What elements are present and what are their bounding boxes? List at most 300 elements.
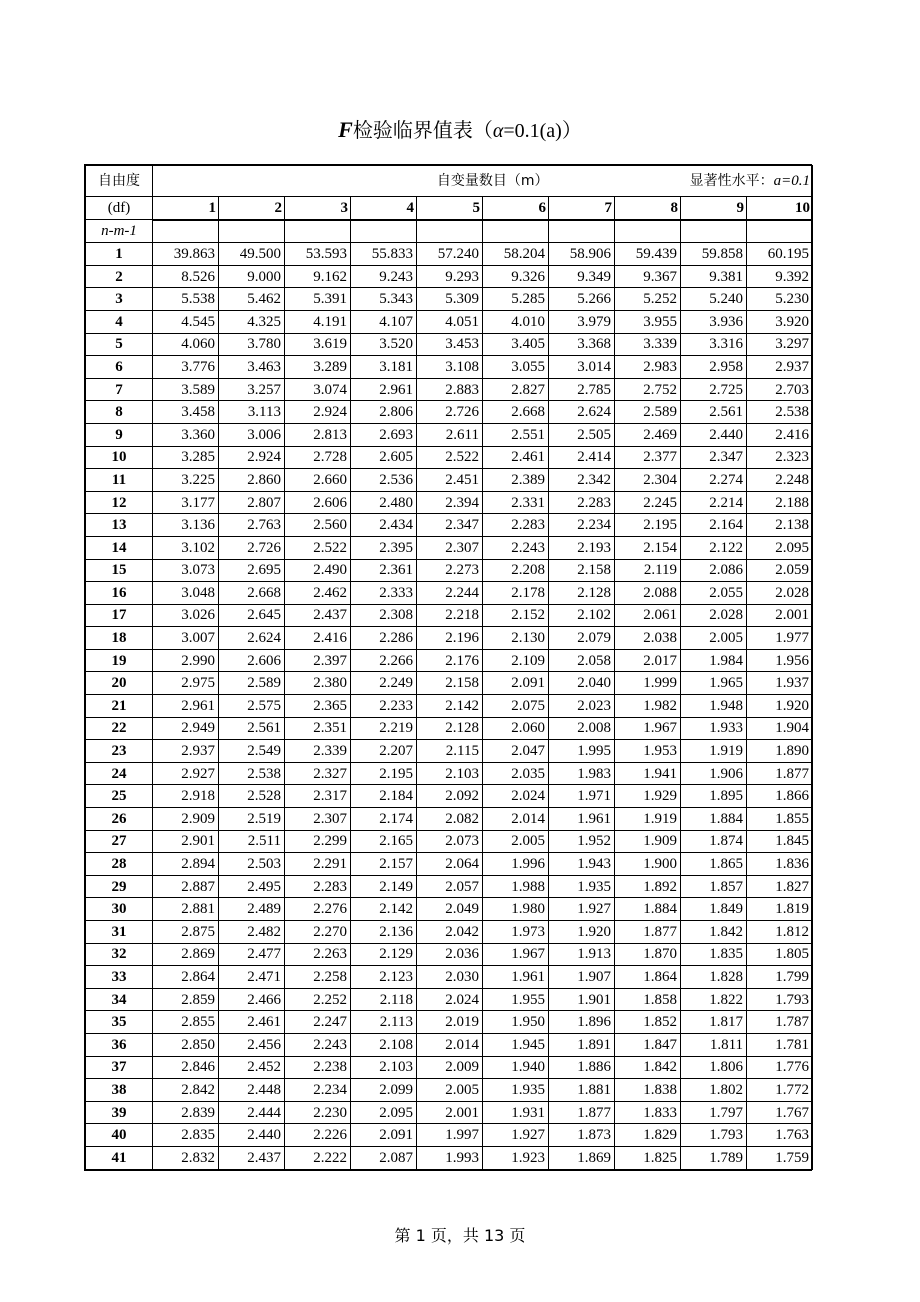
value-cell: 2.008 <box>549 717 615 740</box>
header-row-1 <box>86 166 813 197</box>
value-cell: 2.129 <box>351 943 417 966</box>
value-cell: 2.154 <box>615 536 681 559</box>
value-cell: 2.511 <box>219 830 285 853</box>
value-cell: 2.918 <box>153 785 219 808</box>
table-row <box>86 740 813 763</box>
value-cell: 1.895 <box>681 785 747 808</box>
value-cell: 2.244 <box>417 582 483 605</box>
value-cell: 3.102 <box>153 536 219 559</box>
value-cell: 2.538 <box>219 762 285 785</box>
value-cell: 1.827 <box>747 875 813 898</box>
value-cell: 58.204 <box>483 243 549 266</box>
value-cell: 2.347 <box>417 514 483 537</box>
value-cell: 2.178 <box>483 582 549 605</box>
row-df: 16 <box>86 582 153 605</box>
value-cell: 9.000 <box>219 265 285 288</box>
value-cell: 1.913 <box>549 943 615 966</box>
value-cell: 3.055 <box>483 356 549 379</box>
value-cell: 2.528 <box>219 785 285 808</box>
value-cell: 2.193 <box>549 536 615 559</box>
value-cell: 2.030 <box>417 966 483 989</box>
value-cell: 1.842 <box>681 921 747 944</box>
value-cell: 3.257 <box>219 378 285 401</box>
row-df: 5 <box>86 333 153 356</box>
value-cell: 2.243 <box>285 1033 351 1056</box>
value-cell: 2.589 <box>615 401 681 424</box>
value-cell: 1.948 <box>681 695 747 718</box>
value-cell: 3.136 <box>153 514 219 537</box>
row-df: 20 <box>86 672 153 695</box>
row-df: 32 <box>86 943 153 966</box>
significance-value: a=0.1 <box>773 173 811 189</box>
value-cell: 2.073 <box>417 830 483 853</box>
value-cell: 2.909 <box>153 808 219 831</box>
value-cell: 2.365 <box>285 695 351 718</box>
value-cell: 2.208 <box>483 559 549 582</box>
value-cell: 2.503 <box>219 853 285 876</box>
value-cell: 1.799 <box>747 966 813 989</box>
row-df: 14 <box>86 536 153 559</box>
value-cell: 2.109 <box>483 649 549 672</box>
value-cell: 3.074 <box>285 378 351 401</box>
value-cell: 2.091 <box>351 1124 417 1147</box>
value-cell: 3.225 <box>153 469 219 492</box>
row-df: 31 <box>86 921 153 944</box>
row-df: 4 <box>86 310 153 333</box>
value-cell: 2.128 <box>549 582 615 605</box>
value-cell: 2.456 <box>219 1033 285 1056</box>
value-cell: 2.184 <box>351 785 417 808</box>
value-cell: 2.019 <box>417 1011 483 1034</box>
value-cell: 1.865 <box>681 853 747 876</box>
value-cell: 9.162 <box>285 265 351 288</box>
value-cell: 2.047 <box>483 740 549 763</box>
value-cell: 1.877 <box>549 1101 615 1124</box>
value-cell: 1.877 <box>747 762 813 785</box>
row-df: 11 <box>86 469 153 492</box>
value-cell: 2.115 <box>417 740 483 763</box>
value-cell: 2.157 <box>351 853 417 876</box>
table-row <box>86 514 813 537</box>
value-cell: 2.023 <box>549 695 615 718</box>
value-cell: 2.086 <box>681 559 747 582</box>
value-cell: 2.286 <box>351 627 417 650</box>
value-cell: 1.935 <box>483 1079 549 1102</box>
value-cell: 2.024 <box>483 785 549 808</box>
value-cell: 2.471 <box>219 966 285 989</box>
table-row <box>86 446 813 469</box>
value-cell: 2.323 <box>747 446 813 469</box>
value-cell: 2.014 <box>483 808 549 831</box>
value-cell: 3.177 <box>153 491 219 514</box>
value-cell: 1.971 <box>549 785 615 808</box>
value-cell: 2.040 <box>549 672 615 695</box>
value-cell: 3.360 <box>153 423 219 446</box>
value-cell: 9.293 <box>417 265 483 288</box>
value-cell: 2.055 <box>681 582 747 605</box>
value-cell: 1.781 <box>747 1033 813 1056</box>
value-cell: 2.247 <box>285 1011 351 1034</box>
value-cell: 4.325 <box>219 310 285 333</box>
value-cell: 2.522 <box>417 446 483 469</box>
value-cell: 2.082 <box>417 808 483 831</box>
table-row <box>86 762 813 785</box>
value-cell: 2.075 <box>483 695 549 718</box>
value-cell: 1.797 <box>681 1101 747 1124</box>
value-cell: 2.561 <box>219 717 285 740</box>
value-cell: 2.924 <box>285 401 351 424</box>
value-cell: 1.817 <box>681 1011 747 1034</box>
value-cell: 1.829 <box>615 1124 681 1147</box>
table-row <box>86 401 813 424</box>
value-cell: 1.919 <box>681 740 747 763</box>
value-cell: 2.380 <box>285 672 351 695</box>
value-cell: 2.092 <box>417 785 483 808</box>
value-cell: 2.061 <box>615 604 681 627</box>
value-cell: 2.351 <box>285 717 351 740</box>
value-cell: 2.304 <box>615 469 681 492</box>
value-cell: 2.035 <box>483 762 549 785</box>
value-cell: 1.858 <box>615 988 681 1011</box>
value-cell: 2.869 <box>153 943 219 966</box>
value-cell: 1.802 <box>681 1079 747 1102</box>
value-cell: 1.759 <box>747 1146 813 1169</box>
title-f: F <box>338 117 353 142</box>
value-cell: 2.807 <box>219 491 285 514</box>
value-cell: 1.956 <box>747 649 813 672</box>
table-row <box>86 1146 813 1169</box>
value-cell: 3.113 <box>219 401 285 424</box>
value-cell: 2.519 <box>219 808 285 831</box>
value-cell: 1.909 <box>615 830 681 853</box>
row-df: 24 <box>86 762 153 785</box>
value-cell: 2.560 <box>285 514 351 537</box>
table-row <box>86 582 813 605</box>
value-cell: 2.505 <box>549 423 615 446</box>
table-row <box>86 627 813 650</box>
value-cell: 1.763 <box>747 1124 813 1147</box>
value-cell: 2.233 <box>351 695 417 718</box>
value-cell: 39.863 <box>153 243 219 266</box>
value-cell: 2.606 <box>285 491 351 514</box>
value-cell: 2.248 <box>747 469 813 492</box>
value-cell: 2.461 <box>483 446 549 469</box>
value-cell: 2.036 <box>417 943 483 966</box>
value-cell: 5.309 <box>417 288 483 311</box>
value-cell: 1.855 <box>747 808 813 831</box>
value-cell: 2.728 <box>285 446 351 469</box>
value-cell: 2.266 <box>351 649 417 672</box>
value-cell: 1.980 <box>483 898 549 921</box>
value-cell: 2.103 <box>417 762 483 785</box>
value-cell: 3.920 <box>747 310 813 333</box>
value-cell: 3.297 <box>747 333 813 356</box>
value-cell: 1.833 <box>615 1101 681 1124</box>
value-cell: 2.307 <box>285 808 351 831</box>
value-cell: 2.850 <box>153 1033 219 1056</box>
value-cell: 2.291 <box>285 853 351 876</box>
value-cell: 4.060 <box>153 333 219 356</box>
value-cell: 3.520 <box>351 333 417 356</box>
table-row <box>86 672 813 695</box>
value-cell: 2.339 <box>285 740 351 763</box>
value-cell: 1.943 <box>549 853 615 876</box>
row-df: 2 <box>86 265 153 288</box>
table-row <box>86 1079 813 1102</box>
value-cell: 2.207 <box>351 740 417 763</box>
value-cell: 1.950 <box>483 1011 549 1034</box>
value-cell: 1.793 <box>747 988 813 1011</box>
blank-cell <box>417 220 483 243</box>
value-cell: 2.536 <box>351 469 417 492</box>
value-cell: 2.983 <box>615 356 681 379</box>
value-cell: 2.088 <box>615 582 681 605</box>
value-cell: 2.846 <box>153 1056 219 1079</box>
value-cell: 1.953 <box>615 740 681 763</box>
value-cell: 1.901 <box>549 988 615 1011</box>
table-row <box>86 1033 813 1056</box>
value-cell: 2.283 <box>285 875 351 898</box>
value-cell: 3.453 <box>417 333 483 356</box>
value-cell: 2.028 <box>747 582 813 605</box>
var-count-label: 自变量数目（m） <box>153 166 549 197</box>
row-df: 25 <box>86 785 153 808</box>
table-row <box>86 356 813 379</box>
table-row <box>86 785 813 808</box>
table-row <box>86 943 813 966</box>
value-cell: 3.014 <box>549 356 615 379</box>
value-cell: 1.937 <box>747 672 813 695</box>
blank-cell <box>681 220 747 243</box>
blank-cell <box>483 220 549 243</box>
value-cell: 1.988 <box>483 875 549 898</box>
value-cell: 5.462 <box>219 288 285 311</box>
value-cell: 1.993 <box>417 1146 483 1169</box>
value-cell: 1.835 <box>681 943 747 966</box>
value-cell: 2.165 <box>351 830 417 853</box>
page-title <box>0 114 920 143</box>
table-row <box>86 898 813 921</box>
value-cell: 2.489 <box>219 898 285 921</box>
row-df: 8 <box>86 401 153 424</box>
row-df: 35 <box>86 1011 153 1034</box>
value-cell: 2.522 <box>285 536 351 559</box>
value-cell: 2.469 <box>615 423 681 446</box>
value-cell: 1.793 <box>681 1124 747 1147</box>
table-row <box>86 288 813 311</box>
value-cell: 2.645 <box>219 604 285 627</box>
value-cell: 5.391 <box>285 288 351 311</box>
value-cell: 1.933 <box>681 717 747 740</box>
table-row <box>86 649 813 672</box>
value-cell: 2.434 <box>351 514 417 537</box>
value-cell: 1.907 <box>549 966 615 989</box>
value-cell: 5.240 <box>681 288 747 311</box>
row-df: 9 <box>86 423 153 446</box>
value-cell: 2.832 <box>153 1146 219 1169</box>
value-cell: 3.289 <box>285 356 351 379</box>
value-cell: 2.881 <box>153 898 219 921</box>
blank-cell <box>549 220 615 243</box>
value-cell: 2.726 <box>417 401 483 424</box>
value-cell: 1.920 <box>747 695 813 718</box>
value-cell: 2.949 <box>153 717 219 740</box>
value-cell: 2.136 <box>351 921 417 944</box>
value-cell: 2.461 <box>219 1011 285 1034</box>
value-cell: 59.858 <box>681 243 747 266</box>
value-cell: 3.458 <box>153 401 219 424</box>
value-cell: 2.860 <box>219 469 285 492</box>
value-cell: 58.906 <box>549 243 615 266</box>
value-cell: 2.660 <box>285 469 351 492</box>
value-cell: 3.955 <box>615 310 681 333</box>
value-cell: 1.961 <box>549 808 615 831</box>
value-cell: 2.440 <box>681 423 747 446</box>
table-row <box>86 491 813 514</box>
blank-cell <box>219 220 285 243</box>
value-cell: 2.087 <box>351 1146 417 1169</box>
value-cell: 2.327 <box>285 762 351 785</box>
row-df: 3 <box>86 288 153 311</box>
value-cell: 3.006 <box>219 423 285 446</box>
value-cell: 2.333 <box>351 582 417 605</box>
value-cell: 60.195 <box>747 243 813 266</box>
value-cell: 2.668 <box>483 401 549 424</box>
value-cell: 2.005 <box>483 830 549 853</box>
value-cell: 1.819 <box>747 898 813 921</box>
table-row <box>86 604 813 627</box>
value-cell: 2.839 <box>153 1101 219 1124</box>
table-row <box>86 536 813 559</box>
value-cell: 2.538 <box>747 401 813 424</box>
row-df: 38 <box>86 1079 153 1102</box>
column-header: 4 <box>351 197 417 220</box>
value-cell: 2.222 <box>285 1146 351 1169</box>
value-cell: 2.024 <box>417 988 483 1011</box>
value-cell: 2.785 <box>549 378 615 401</box>
value-cell: 2.001 <box>417 1101 483 1124</box>
value-cell: 9.326 <box>483 265 549 288</box>
value-cell: 2.835 <box>153 1124 219 1147</box>
value-cell: 2.961 <box>153 695 219 718</box>
row-df: 39 <box>86 1101 153 1124</box>
table-row <box>86 1011 813 1034</box>
value-cell: 1.825 <box>615 1146 681 1169</box>
table-row <box>86 921 813 944</box>
value-cell: 4.051 <box>417 310 483 333</box>
value-cell: 1.892 <box>615 875 681 898</box>
value-cell: 3.181 <box>351 356 417 379</box>
value-cell: 2.299 <box>285 830 351 853</box>
row-df: 13 <box>86 514 153 537</box>
value-cell: 1.983 <box>549 762 615 785</box>
value-cell: 2.883 <box>417 378 483 401</box>
value-cell: 5.252 <box>615 288 681 311</box>
value-cell: 1.881 <box>549 1079 615 1102</box>
table-row <box>86 1101 813 1124</box>
value-cell: 3.776 <box>153 356 219 379</box>
blank-cell <box>615 220 681 243</box>
value-cell: 2.551 <box>483 423 549 446</box>
value-cell: 2.361 <box>351 559 417 582</box>
value-cell: 2.958 <box>681 356 747 379</box>
row-df: 10 <box>86 446 153 469</box>
value-cell: 1.806 <box>681 1056 747 1079</box>
value-cell: 1.890 <box>747 740 813 763</box>
value-cell: 1.877 <box>615 921 681 944</box>
value-cell: 2.887 <box>153 875 219 898</box>
value-cell: 1.955 <box>483 988 549 1011</box>
value-cell: 2.149 <box>351 875 417 898</box>
value-cell: 2.561 <box>681 401 747 424</box>
value-cell: 1.920 <box>549 921 615 944</box>
value-cell: 2.273 <box>417 559 483 582</box>
value-cell: 1.977 <box>747 627 813 650</box>
value-cell: 1.967 <box>615 717 681 740</box>
table-row <box>86 875 813 898</box>
value-cell: 1.812 <box>747 921 813 944</box>
value-cell: 2.108 <box>351 1033 417 1056</box>
value-cell: 2.703 <box>747 378 813 401</box>
table-row <box>86 469 813 492</box>
value-cell: 2.283 <box>483 514 549 537</box>
value-cell: 2.668 <box>219 582 285 605</box>
row-df: 33 <box>86 966 153 989</box>
value-cell: 2.437 <box>219 1146 285 1169</box>
row-df: 7 <box>86 378 153 401</box>
value-cell: 2.395 <box>351 536 417 559</box>
value-cell: 1.869 <box>549 1146 615 1169</box>
value-cell: 1.923 <box>483 1146 549 1169</box>
value-cell: 2.990 <box>153 649 219 672</box>
value-cell: 4.107 <box>351 310 417 333</box>
value-cell: 1.999 <box>615 672 681 695</box>
value-cell: 1.847 <box>615 1033 681 1056</box>
row-df: 22 <box>86 717 153 740</box>
row-df: 28 <box>86 853 153 876</box>
value-cell: 4.545 <box>153 310 219 333</box>
value-cell: 1.967 <box>483 943 549 966</box>
value-cell: 2.389 <box>483 469 549 492</box>
value-cell: 1.811 <box>681 1033 747 1056</box>
column-header: 8 <box>615 197 681 220</box>
value-cell: 1.870 <box>615 943 681 966</box>
value-cell: 2.274 <box>681 469 747 492</box>
table-row <box>86 423 813 446</box>
value-cell: 2.444 <box>219 1101 285 1124</box>
value-cell: 2.448 <box>219 1079 285 1102</box>
row-df: 19 <box>86 649 153 672</box>
value-cell: 2.142 <box>351 898 417 921</box>
value-cell: 1.940 <box>483 1056 549 1079</box>
table-row <box>86 1056 813 1079</box>
row-df: 17 <box>86 604 153 627</box>
value-cell: 2.118 <box>351 988 417 1011</box>
value-cell: 2.095 <box>747 536 813 559</box>
value-cell: 3.589 <box>153 378 219 401</box>
value-cell: 2.549 <box>219 740 285 763</box>
value-cell: 2.276 <box>285 898 351 921</box>
value-cell: 1.884 <box>615 898 681 921</box>
value-cell: 2.308 <box>351 604 417 627</box>
value-cell: 49.500 <box>219 243 285 266</box>
value-cell: 2.307 <box>417 536 483 559</box>
row-df: 41 <box>86 1146 153 1169</box>
value-cell: 2.695 <box>219 559 285 582</box>
value-cell: 1.842 <box>615 1056 681 1079</box>
value-cell: 2.042 <box>417 921 483 944</box>
value-cell: 1.927 <box>483 1124 549 1147</box>
